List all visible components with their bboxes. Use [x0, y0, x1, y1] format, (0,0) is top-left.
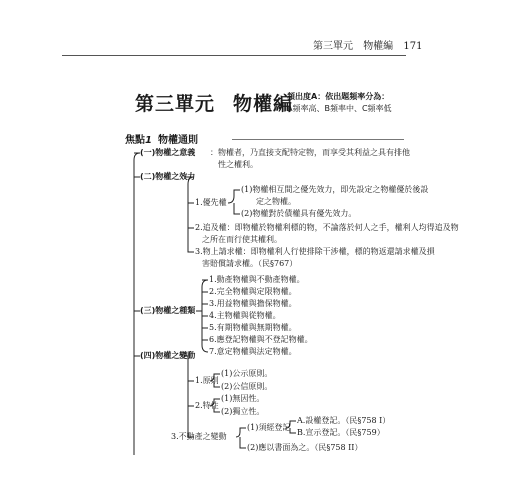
- s2-item1-a1: (1)物權相互間之優先效力，即先設定之物權優於後設: [241, 185, 429, 194]
- frequency-line-2: A頻率高、B頻率中、C頻率低: [287, 104, 392, 113]
- s2-item1-b: (2)物權對於債權具有優先效力。: [241, 209, 357, 218]
- s2-item3-b: 害賠償請求權。（民§767）: [202, 259, 298, 268]
- s4-p3-aa: A.設權登記。（民§758 I）: [297, 416, 391, 425]
- s2-item1-a2: 定之物權。: [256, 197, 296, 206]
- s4-heading: (四)物權之變動: [140, 351, 196, 360]
- s4-p2-a: (1)無因性。: [221, 394, 265, 403]
- s3-item: 6.應登記物權與不登記物權。: [209, 335, 313, 344]
- s3-item: 4.主物權與從物權。: [209, 311, 281, 320]
- s2-item1-label: 1.優先權: [195, 198, 227, 207]
- focus-title: 物權通則: [157, 135, 198, 146]
- s3-item: 5.有期物權與無期物權。: [209, 323, 297, 332]
- s2-item2-b: 之所在而行使其權利。: [202, 235, 282, 244]
- s1-text-1: ：物權者，乃直接支配特定物，而享受其利益之具有排他: [210, 148, 410, 157]
- running-head-section: 物權編: [363, 41, 394, 52]
- s2-item2-a: 2.追及權：即物權於物權利標的物，不論落於何人之手，權利人均得追及物: [195, 223, 459, 232]
- s4-p3-label: 3.不動產之變動: [171, 432, 227, 441]
- s3-heading: (三)物權之種類: [140, 306, 196, 315]
- s1-heading: (一)物權之意義: [140, 148, 196, 157]
- unit-name: 物權編: [233, 93, 294, 115]
- s3-item: 1.動產物權與不動產物權。: [209, 275, 305, 284]
- s1-text-2: 性之權利。: [218, 160, 258, 169]
- s2-item3-a: 3.物上請求權：即物權利人行使排除干涉權，標的物返還請求權及損: [195, 247, 435, 256]
- frequency-line-1: 頻出度A：依出題頻率分為：: [287, 92, 390, 101]
- focus-label: 焦點: [125, 135, 145, 146]
- running-head-unit: 第三單元: [313, 41, 353, 52]
- s3-item: 2.完全物權與定限物權。: [209, 287, 297, 296]
- s4-p3-b: (2)應以書面為之。（民§758 II）: [247, 443, 363, 452]
- s4-p1-label: 1.原則: [195, 376, 219, 385]
- s4-p1-a: (1)公示原則。: [221, 369, 273, 378]
- s4-p3-ab: B.宣示登記。（民§759）: [297, 428, 385, 437]
- unit-label: 第三單元: [135, 93, 216, 115]
- s3-item: 3.用益物權與擔保物權。: [209, 299, 297, 308]
- s4-p3-a: (1)須經登記: [247, 423, 291, 432]
- s4-p2-label: 2.特性: [195, 401, 219, 410]
- focus-number: 1: [145, 135, 152, 146]
- s4-p1-b: (2)公信原則。: [221, 382, 273, 391]
- s2-heading: (二)物權之效力: [140, 172, 196, 181]
- s4-p2-b: (2)獨立性。: [221, 407, 265, 416]
- page-number: 171: [403, 41, 423, 52]
- s3-item: 7.意定物權與法定物權。: [209, 347, 297, 356]
